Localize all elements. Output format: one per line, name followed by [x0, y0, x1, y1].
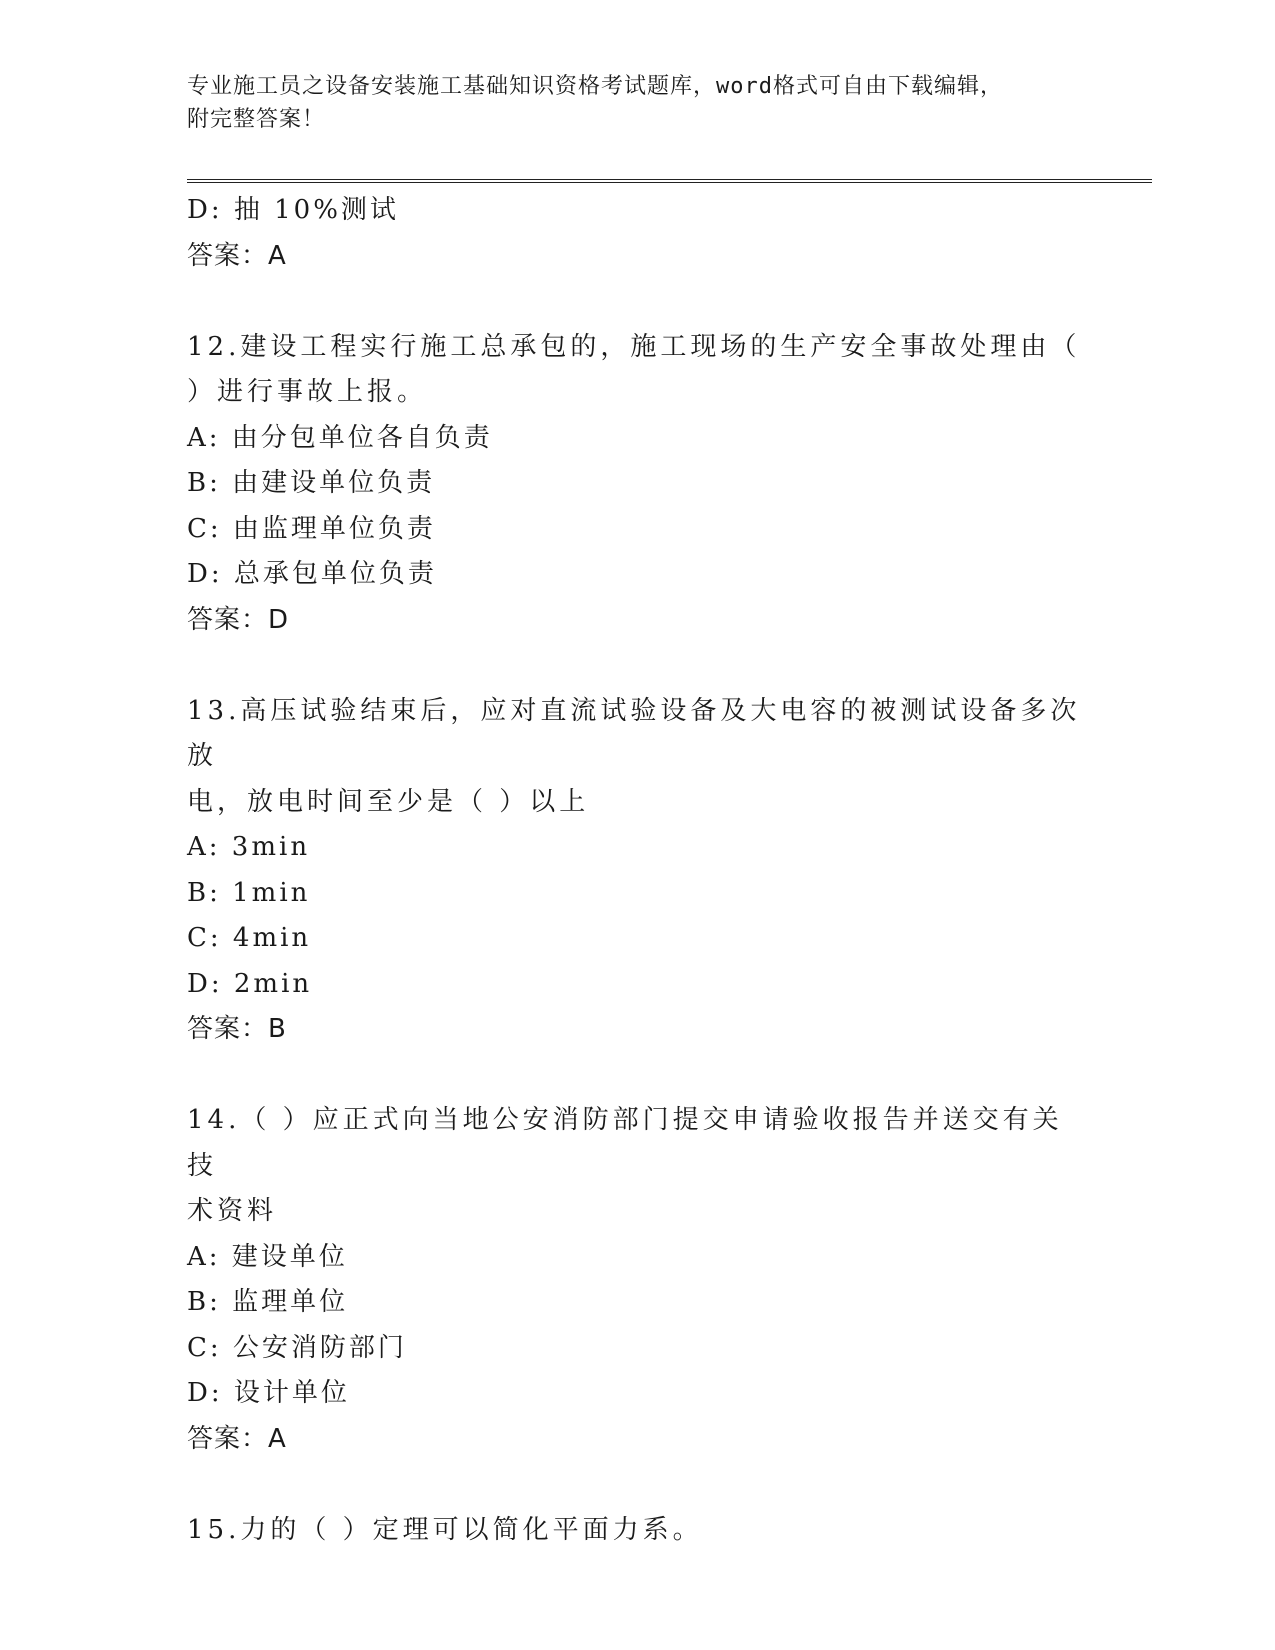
question-15-stem: 15.力的（ ）定理可以简化平面力系。	[187, 1514, 703, 1545]
question-14-option-a: A: 建设单位	[187, 1241, 348, 1272]
question-14-option-c: C: 公安消防部门	[187, 1332, 407, 1363]
question-14-stem: 14.（ ）应正式向当地公安消防部门提交申请验收报告并送交有关技 术资料	[187, 1105, 1063, 1226]
question-12-option-c: C: 由监理单位负责	[187, 513, 436, 544]
question-list	[187, 188, 1087, 1553]
header-title-line1: 专业施工员之设备安装施工基础知识资格考试题库，word格式可自由下载编辑，	[187, 74, 1004, 99]
document-header	[187, 70, 1087, 136]
question-14-answer: 答案：A	[187, 1423, 287, 1454]
question-13-option-b: B: 1min	[187, 877, 311, 908]
question-12-answer: 答案：D	[187, 604, 290, 635]
prev-answer: 答案：A	[187, 240, 287, 271]
question-13-stem: 13.高压试验结束后，应对直流试验设备及大电容的被测试设备多次放 电，放电时间至少是（ ）以上	[187, 695, 1081, 817]
question-12-option-a: A: 由分包单位各自负责	[187, 422, 493, 453]
question-12-option-b: B: 由建设单位负责	[187, 468, 436, 498]
question-13-option-a: A: 3min	[187, 832, 311, 862]
question-14-option-d: D: 设计单位	[187, 1378, 350, 1408]
question-12-stem: 12.建设工程实行施工总承包的，施工现场的生产安全事故处理由（ ）进行事故上报。	[187, 331, 1081, 407]
question-13-option-c: C: 4min	[187, 923, 312, 953]
question-12-option-d: D: 总承包单位负责	[187, 559, 437, 589]
prev-option-d: D: 抽 10%测试	[187, 195, 399, 225]
header-title-line2: 附完整答案！	[187, 107, 326, 132]
question-14-option-b: B: 监理单位	[187, 1287, 349, 1317]
header-divider	[187, 179, 1152, 183]
question-13-answer: 答案：B	[187, 1014, 287, 1044]
question-13-option-d: D: 2min	[187, 968, 313, 999]
